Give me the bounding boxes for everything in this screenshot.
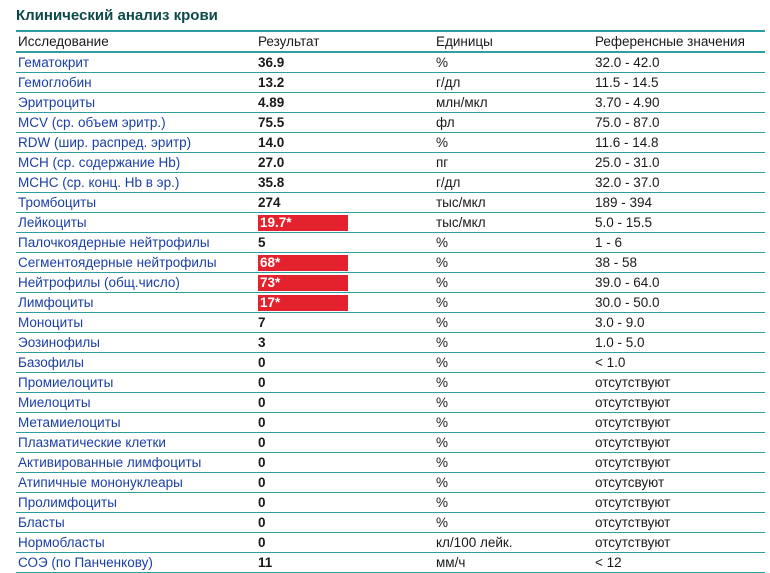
result-value: 4.89 (256, 93, 434, 113)
result-value: 0 (256, 493, 434, 513)
results-table (16, 30, 765, 573)
reference-range: 39.0 - 64.0 (593, 273, 765, 293)
result-value: 0 (256, 433, 434, 453)
unit-value: % (434, 333, 593, 353)
reference-range: 32.0 - 37.0 (593, 173, 765, 193)
table-row (16, 153, 765, 173)
unit-value: % (434, 473, 593, 493)
test-name: Активированные лимфоциты (16, 453, 256, 473)
result-value: 35.8 (256, 173, 434, 193)
table-row (16, 333, 765, 353)
table-body (16, 52, 765, 573)
unit-value: % (434, 133, 593, 153)
unit-value: г/дл (434, 73, 593, 93)
result-value (256, 213, 434, 233)
table-row (16, 393, 765, 413)
header-result: Результат (256, 31, 434, 52)
table-row (16, 293, 765, 313)
table-row (16, 473, 765, 493)
result-value: 0 (256, 353, 434, 373)
test-name: MCH (ср. содержание Hb) (16, 153, 256, 173)
result-value: 0 (256, 473, 434, 493)
unit-value: % (434, 293, 593, 313)
unit-value: % (434, 373, 593, 393)
table-row (16, 433, 765, 453)
unit-value: % (434, 313, 593, 333)
test-name: СОЭ (по Панченкову) (16, 553, 256, 573)
reference-range: < 12 (593, 553, 765, 573)
reference-range: 38 - 58 (593, 253, 765, 273)
table-row (16, 453, 765, 473)
result-value: 36.9 (256, 52, 434, 73)
result-value: 14.0 (256, 133, 434, 153)
reference-range: отсутствуют (593, 393, 765, 413)
test-name: Эозинофилы (16, 333, 256, 353)
result-value: 5 (256, 233, 434, 253)
test-name: Тромбоциты (16, 193, 256, 213)
unit-value: мм/ч (434, 553, 593, 573)
unit-value: % (434, 253, 593, 273)
reference-range: 5.0 - 15.5 (593, 213, 765, 233)
reference-range: отсутствуют (593, 453, 765, 473)
table-row (16, 133, 765, 153)
header-test: Исследование (16, 31, 256, 52)
table-row (16, 553, 765, 573)
test-name: Атипичные мононуклеары (16, 473, 256, 493)
reference-range: 25.0 - 31.0 (593, 153, 765, 173)
reference-range: отсутствуют (593, 433, 765, 453)
reference-range: отсутствуют (593, 373, 765, 393)
table-row (16, 93, 765, 113)
test-name: Лимфоциты (16, 293, 256, 313)
test-name: Пролимфоциты (16, 493, 256, 513)
unit-value: % (434, 353, 593, 373)
table-row (16, 173, 765, 193)
table-row (16, 73, 765, 93)
unit-value: млн/мкл (434, 93, 593, 113)
unit-value: % (434, 453, 593, 473)
test-name: Палочкоядерные нейтрофилы (16, 233, 256, 253)
result-value: 75.5 (256, 113, 434, 133)
table-row (16, 493, 765, 513)
test-name: Базофилы (16, 353, 256, 373)
reference-range: отсутствуют (593, 533, 765, 553)
table-row (16, 233, 765, 253)
reference-range: 11.5 - 14.5 (593, 73, 765, 93)
reference-range: 3.70 - 4.90 (593, 93, 765, 113)
abnormal-result-flag: 19.7* (258, 215, 348, 231)
unit-value: тыс/мкл (434, 213, 593, 233)
report-title: Клинический анализ крови (16, 7, 218, 24)
reference-range: отсутсвуют (593, 473, 765, 493)
unit-value: % (434, 52, 593, 73)
table-header-row (16, 31, 765, 52)
table-row (16, 513, 765, 533)
result-value: 0 (256, 413, 434, 433)
unit-value: % (434, 393, 593, 413)
reference-range: отсутствуют (593, 413, 765, 433)
unit-value: г/дл (434, 173, 593, 193)
test-name: Гематокрит (16, 52, 256, 73)
abnormal-result-flag: 73* (258, 275, 348, 291)
unit-value: % (434, 433, 593, 453)
test-name: Гемоглобин (16, 73, 256, 93)
result-value: 3 (256, 333, 434, 353)
unit-value: % (434, 233, 593, 253)
unit-value: % (434, 413, 593, 433)
table-row (16, 113, 765, 133)
result-value: 0 (256, 373, 434, 393)
test-name: Нормобласты (16, 533, 256, 553)
result-value: 27.0 (256, 153, 434, 173)
result-value: 0 (256, 533, 434, 553)
result-value: 13.2 (256, 73, 434, 93)
table-row (16, 193, 765, 213)
result-value (256, 273, 434, 293)
table-row (16, 313, 765, 333)
result-value: 274 (256, 193, 434, 213)
unit-value: % (434, 513, 593, 533)
reference-range: 1.0 - 5.0 (593, 333, 765, 353)
table-row (16, 353, 765, 373)
test-name: Промиелоциты (16, 373, 256, 393)
unit-value: пг (434, 153, 593, 173)
result-value: 0 (256, 393, 434, 413)
table-row (16, 52, 765, 73)
header-units: Единицы (434, 31, 593, 52)
result-value: 0 (256, 453, 434, 473)
table-row (16, 253, 765, 273)
reference-range: 1 - 6 (593, 233, 765, 253)
test-name: Моноциты (16, 313, 256, 333)
table-row (16, 373, 765, 393)
reference-range: 32.0 - 42.0 (593, 52, 765, 73)
table-row (16, 533, 765, 553)
reference-range: 30.0 - 50.0 (593, 293, 765, 313)
result-value: 0 (256, 513, 434, 533)
unit-value: % (434, 493, 593, 513)
reference-range: 11.6 - 14.8 (593, 133, 765, 153)
test-name: Бласты (16, 513, 256, 533)
table-row (16, 213, 765, 233)
reference-range: 3.0 - 9.0 (593, 313, 765, 333)
reference-range: 189 - 394 (593, 193, 765, 213)
test-name: Нейтрофилы (общ.число) (16, 273, 256, 293)
unit-value: кл/100 лейк. (434, 533, 593, 553)
unit-value: фл (434, 113, 593, 133)
reference-range: < 1.0 (593, 353, 765, 373)
test-name: Миелоциты (16, 393, 256, 413)
test-name: Лейкоциты (16, 213, 256, 233)
test-name: MCHC (ср. конц. Hb в эр.) (16, 173, 256, 193)
result-value: 11 (256, 553, 434, 573)
test-name: Эритроциты (16, 93, 256, 113)
test-name: MCV (ср. объем эритр.) (16, 113, 256, 133)
test-name: Плазматические клетки (16, 433, 256, 453)
unit-value: тыс/мкл (434, 193, 593, 213)
reference-range: отсутствуют (593, 493, 765, 513)
abnormal-result-flag: 17* (258, 295, 348, 311)
abnormal-result-flag: 68* (258, 255, 348, 271)
table-row (16, 273, 765, 293)
reference-range: отсутствуют (593, 513, 765, 533)
table-row (16, 413, 765, 433)
test-name: Метамиелоциты (16, 413, 256, 433)
result-value (256, 293, 434, 313)
result-value (256, 253, 434, 273)
header-reference: Референсные значения (593, 31, 765, 52)
result-value: 7 (256, 313, 434, 333)
test-name: RDW (шир. распред. эритр) (16, 133, 256, 153)
reference-range: 75.0 - 87.0 (593, 113, 765, 133)
unit-value: % (434, 273, 593, 293)
test-name: Сегментоядерные нейтрофилы (16, 253, 256, 273)
